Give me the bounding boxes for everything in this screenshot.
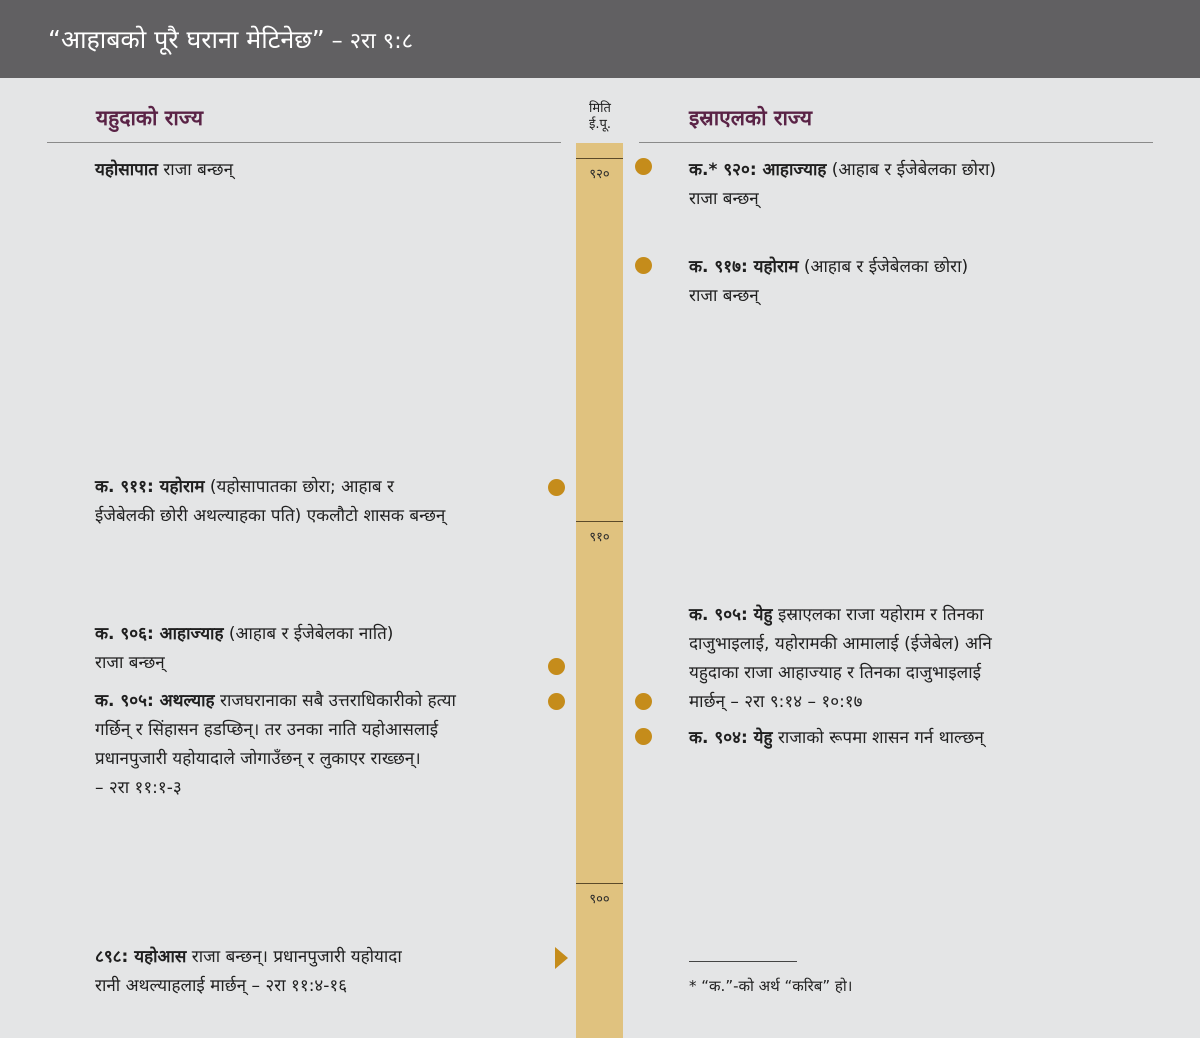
event-text: (आहाब र ईजेबेलका छोरा) xyxy=(826,160,997,180)
event-scripture-reference: – २रा ११:१-३ xyxy=(95,778,182,798)
event-text: ईजेबेलकी छोरी अथल्याहका पति) एकलौटो शासक बन्छन् xyxy=(95,506,446,526)
israel-event-jehoram xyxy=(689,253,968,311)
event-text: (यहोसापातका छोरा; आहाब र xyxy=(204,477,394,497)
event-text: (आहाब र ईजेबेलका छोरा) xyxy=(798,257,969,277)
judah-event-jehoash xyxy=(95,943,402,1001)
footnote: * “क.”-को अर्थ “करिब” हो। xyxy=(689,977,853,995)
event-date-name: क. ९०५: येहु xyxy=(689,605,773,625)
event-text: रानी अथल्याहलाई मार्छन् – २रा ११:४-१६ xyxy=(95,976,348,996)
event-text: इस्राएलका राजा यहोराम र तिनका xyxy=(772,605,984,625)
event-text: दाजुभाइलाई, यहोरामकी आमालाई (ईजेबेल) अनि xyxy=(689,634,992,654)
timeline-tick-label-920: ९२० xyxy=(589,167,610,182)
timeline-tick-920 xyxy=(576,158,623,159)
page-title xyxy=(48,22,413,56)
judah-event-jehoshaphat xyxy=(95,156,233,185)
event-date-name: क. ९०४: येहु xyxy=(689,728,773,748)
judah-event-marker-ahaziah xyxy=(548,658,565,675)
footnote-rule xyxy=(689,961,797,962)
event-text: राजा बन्छन् xyxy=(689,286,759,306)
timeline-tick-label-910: ९१० xyxy=(589,530,610,545)
israel-event-marker-ahaziah xyxy=(635,158,652,175)
event-text: राजघरानाका सबै उत्तराधिकारीको हत्या xyxy=(214,691,456,711)
event-text: यहुदाका राजा आहाज्याह र तिनका दाजुभाइलाई xyxy=(689,663,981,683)
event-date-name: ८९८: यहोआस xyxy=(95,947,187,967)
event-text: राजा बन्छन् xyxy=(95,653,165,673)
title-reference: – २रा ९:८ xyxy=(324,29,414,54)
event-text: गर्छिन् र सिंहासन हडप्छिन्। तर उनका नाति यहोआसलाई xyxy=(95,720,439,740)
page-header xyxy=(0,0,1200,78)
timeline-tick-label-900: ९०० xyxy=(589,892,610,907)
judah-event-athaliah xyxy=(95,687,456,803)
israel-event-jehu-rules xyxy=(689,724,984,753)
judah-event-marker-jehoram xyxy=(548,479,565,496)
judah-event-marker-athaliah xyxy=(548,693,565,710)
date-column-heading xyxy=(570,101,630,133)
event-text: राजा बन्छन् xyxy=(157,160,234,180)
israel-event-marker-jehoram xyxy=(635,257,652,274)
date-heading-line1: मिति xyxy=(589,101,611,116)
event-text: (आहाब र ईजेबेलका नाति) xyxy=(223,624,394,644)
event-date-name: क. ९१७: यहोराम xyxy=(689,257,799,277)
israel-event-jehu-kills xyxy=(689,601,992,717)
israel-event-marker-jehu-kills xyxy=(635,693,652,710)
judah-event-jehoram xyxy=(95,473,445,531)
israel-column-heading: इस्राएलको राज्य xyxy=(689,106,813,130)
event-text: प्रधानपुजारी यहोयादाले जोगाउँछन् र लुकाएर राख्छन्। xyxy=(95,749,421,769)
event-date-name: क. ९०५: अथल्याह xyxy=(95,691,215,711)
timeline-tick-910 xyxy=(576,521,623,522)
event-date-name: यहोसापात xyxy=(95,160,158,180)
event-date-name: क.* ९२०: आहाज्याह xyxy=(689,160,827,180)
judah-heading-rule xyxy=(47,142,561,143)
event-scripture-reference: मार्छन् – २रा ९:१४ – १०:१७ xyxy=(689,692,863,712)
title-quote: “आहाबको पूरै घराना मेटिनेछ” xyxy=(48,25,325,54)
israel-event-ahaziah xyxy=(689,156,996,214)
event-text: राजा बन्छन्। प्रधानपुजारी यहोयादा xyxy=(186,947,402,967)
date-heading-line2: ई.पू. xyxy=(588,117,612,132)
event-date-name: क. ९११: यहोराम xyxy=(95,477,205,497)
judah-event-ahaziah xyxy=(95,620,393,678)
event-text: राजा बन्छन् xyxy=(689,189,759,209)
israel-heading-rule xyxy=(639,142,1153,143)
timeline-tick-900 xyxy=(576,883,623,884)
event-text: राजाको रूपमा शासन गर्न थाल्छन् xyxy=(772,728,984,748)
judah-column-heading: यहुदाको राज्य xyxy=(96,106,204,130)
judah-event-arrow-jehoash xyxy=(555,947,568,969)
event-date-name: क. ९०६: आहाज्याह xyxy=(95,624,224,644)
israel-event-marker-jehu-rules xyxy=(635,728,652,745)
